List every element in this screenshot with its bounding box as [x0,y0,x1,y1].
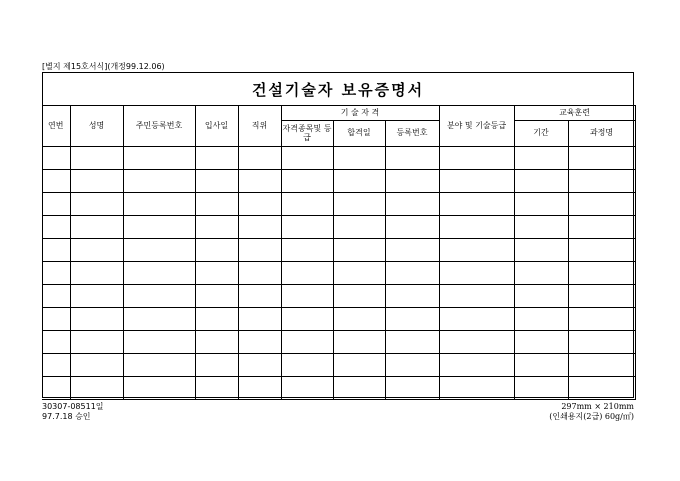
table-cell[interactable] [123,262,195,285]
table-cell[interactable] [70,377,123,400]
table-cell[interactable] [568,285,635,308]
table-cell[interactable] [568,354,635,377]
footer-left [42,402,104,422]
table-cell[interactable] [195,354,238,377]
table-cell[interactable] [439,262,514,285]
header-period: 기간 [514,121,568,147]
table-cell[interactable] [281,331,333,354]
table-cell[interactable] [238,308,281,331]
header-seq: 연번 [42,106,70,147]
table-cell[interactable] [439,308,514,331]
table-cell[interactable] [439,285,514,308]
table-cell[interactable] [195,239,238,262]
table-cell[interactable] [238,147,281,170]
header-training: 교육훈련 [514,106,635,121]
table-cell[interactable] [70,170,123,193]
table-cell[interactable] [333,193,385,216]
table-cell[interactable] [42,308,70,331]
table-cell[interactable] [281,193,333,216]
table-cell[interactable] [333,170,385,193]
table-cell[interactable] [238,354,281,377]
table-cell[interactable] [123,239,195,262]
table-cell[interactable] [42,262,70,285]
header-position: 직위 [238,106,281,147]
table-cell[interactable] [568,170,635,193]
table-cell[interactable] [70,331,123,354]
table-row [42,262,635,285]
table-cell[interactable] [195,170,238,193]
header-name: 성명 [70,106,123,147]
table-cell[interactable] [439,354,514,377]
table-cell[interactable] [70,239,123,262]
table-cell[interactable] [123,193,195,216]
table-cell[interactable] [123,285,195,308]
footer-right [549,402,634,422]
header-row-1 [42,106,635,121]
table-cell[interactable] [333,354,385,377]
header-join-date: 입사일 [195,106,238,147]
paper-size: 297mm × 210mm [561,402,634,411]
table-cell[interactable] [70,216,123,239]
table-cell[interactable] [385,331,439,354]
table-cell[interactable] [514,377,568,400]
table-cell[interactable] [195,147,238,170]
table-cell[interactable] [238,377,281,400]
table-cell[interactable] [514,216,568,239]
table-cell[interactable] [281,354,333,377]
table-cell[interactable] [70,262,123,285]
table-cell[interactable] [568,147,635,170]
table-cell[interactable] [281,147,333,170]
table-cell[interactable] [385,193,439,216]
table-cell[interactable] [333,239,385,262]
form-title: 건설기술자 보유증명서 [43,73,633,106]
table-cell[interactable] [514,354,568,377]
table-cell[interactable] [568,262,635,285]
table-cell[interactable] [238,170,281,193]
table-cell[interactable] [195,216,238,239]
header-field-grade: 분야 및 기술등급 [439,106,514,147]
table-cell[interactable] [195,377,238,400]
table-row [42,308,635,331]
form-code: 30307-08511일 [42,402,104,411]
table-cell[interactable] [70,354,123,377]
table-cell[interactable] [42,354,70,377]
table-cell[interactable] [123,308,195,331]
table-cell[interactable] [195,285,238,308]
table-cell[interactable] [514,262,568,285]
table-cell[interactable] [439,377,514,400]
table-cell[interactable] [568,193,635,216]
form-reference: [별지 제15호서식](개정99.12.06) [42,62,165,71]
table-cell[interactable] [42,170,70,193]
table-cell[interactable] [281,377,333,400]
table-row [42,285,635,308]
table-cell[interactable] [70,285,123,308]
table-cell[interactable] [333,262,385,285]
table-cell[interactable] [123,216,195,239]
table-cell[interactable] [281,216,333,239]
engineer-table [42,105,636,400]
table-cell[interactable] [123,147,195,170]
table-cell[interactable] [333,147,385,170]
table-cell[interactable] [514,308,568,331]
table-row [42,331,635,354]
table-cell[interactable] [123,331,195,354]
table-row [42,170,635,193]
table-cell[interactable] [568,331,635,354]
table-cell[interactable] [42,377,70,400]
table-cell[interactable] [514,331,568,354]
table-cell[interactable] [123,354,195,377]
table-row [42,193,635,216]
table-cell[interactable] [42,239,70,262]
paper-type: (인쇄용지(2급) 60g/㎡) [549,412,634,421]
table-cell[interactable] [123,170,195,193]
table-cell[interactable] [238,262,281,285]
table-cell[interactable] [42,216,70,239]
table-cell[interactable] [385,262,439,285]
table-cell[interactable] [385,239,439,262]
table-cell[interactable] [123,377,195,400]
table-cell[interactable] [385,354,439,377]
header-pass-date: 합격일 [333,121,385,147]
header-resident-no: 주민등록번호 [123,106,195,147]
header-course: 과정명 [568,121,635,147]
table-cell[interactable] [238,193,281,216]
header-reg-no: 등록번호 [385,121,439,147]
table-cell[interactable] [385,285,439,308]
table-cell[interactable] [333,285,385,308]
table-cell[interactable] [439,239,514,262]
table-cell[interactable] [568,308,635,331]
table-cell[interactable] [514,285,568,308]
table-cell[interactable] [439,147,514,170]
table-cell[interactable] [439,193,514,216]
table-cell[interactable] [439,216,514,239]
table-cell[interactable] [238,216,281,239]
table-cell[interactable] [281,308,333,331]
table-cell[interactable] [195,308,238,331]
table-cell[interactable] [281,170,333,193]
approval-date: 97.7.18 승인 [42,412,91,421]
table-cell[interactable] [42,285,70,308]
table-cell[interactable] [281,285,333,308]
table-cell[interactable] [514,147,568,170]
table-cell[interactable] [281,262,333,285]
table-cell[interactable] [238,331,281,354]
table-cell[interactable] [514,170,568,193]
table-cell[interactable] [238,239,281,262]
table-cell[interactable] [568,239,635,262]
table-cell[interactable] [42,147,70,170]
table-cell[interactable] [195,262,238,285]
table-cell[interactable] [514,193,568,216]
table-cell[interactable] [70,147,123,170]
table-cell[interactable] [385,170,439,193]
table-cell[interactable] [70,193,123,216]
table-cell[interactable] [42,331,70,354]
table-row [42,239,635,262]
table-row [42,147,635,170]
table-cell[interactable] [385,308,439,331]
table-cell[interactable] [238,285,281,308]
certificate-form [42,72,634,398]
table-cell[interactable] [439,331,514,354]
table-cell[interactable] [195,193,238,216]
table-cell[interactable] [333,377,385,400]
table-cell[interactable] [42,193,70,216]
table-cell[interactable] [439,170,514,193]
table-cell[interactable] [195,331,238,354]
table-row [42,354,635,377]
table-row [42,377,635,400]
table-cell[interactable] [70,308,123,331]
table-row [42,216,635,239]
table-cell[interactable] [514,239,568,262]
table-cell[interactable] [333,216,385,239]
header-qual-type-grade: 자격종목및 등급 [281,121,333,147]
table-cell[interactable] [333,331,385,354]
table-cell[interactable] [281,239,333,262]
table-cell[interactable] [385,377,439,400]
table-cell[interactable] [385,147,439,170]
header-qualification: 기 술 자 격 [281,106,439,121]
table-cell[interactable] [333,308,385,331]
table-cell[interactable] [385,216,439,239]
table-cell[interactable] [568,216,635,239]
table-cell[interactable] [568,377,635,400]
